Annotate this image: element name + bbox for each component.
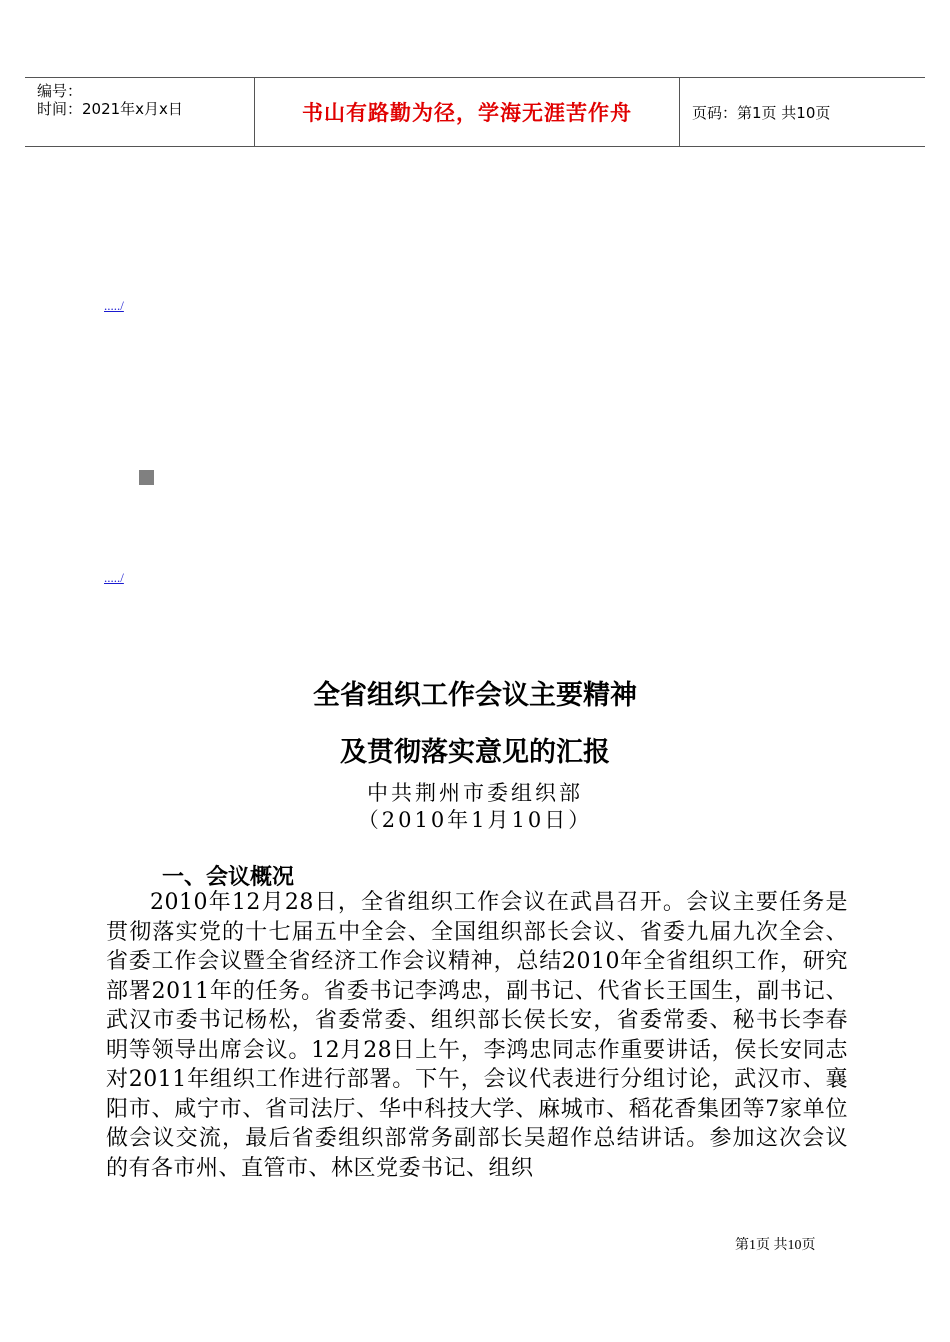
document-title-line-1: 全省组织工作会议主要精神 <box>313 680 637 711</box>
header-page-label: 页码：第1页 共10页 <box>692 103 831 122</box>
number-label: 编号： <box>37 82 83 100</box>
document-author: 中共荆州市委组织部 <box>367 781 583 805</box>
page-header <box>25 77 925 147</box>
header-meta <box>25 78 255 146</box>
time-label: 时间：2021年x月x日 <box>37 100 183 118</box>
document-date: （2010年1月10日） <box>357 808 593 832</box>
page-footer: 第1页 共10页 <box>735 1238 816 1253</box>
link-2[interactable]: ...../ <box>104 570 124 585</box>
header-motto: 书山有路勤为径，学海无涯苦作舟 <box>255 78 680 146</box>
gray-square-icon <box>139 470 154 485</box>
body-paragraph: 2010年12月28日，全省组织工作会议在武昌召开。会议主要任务是贯彻落实党的十七届五中全会、全国组织部长会议、省委九届九次全会、省委工作会议暨全省经济工作会议精神，总结2010年全省组织工作，研究部署2011年的任务。省委书记李鸿忠，副书记、代省长王国生，副书记、武汉市委书记杨松，省委常委、组织部长侯长安，省委常委、秘书长李春明等领导出席会议。12月28日上午，李鸿忠同志作重要讲话，侯长安同志对2011年组织工作进行部署。下午，会议代表进行分组讨论，武汉市、襄阳市、咸宁市、省司法厅、华中科技大学、麻城市、稻花香集团等7家单位做会议交流，最后省委组织部常务副部长吴超作总结讲话。参加这次会议的有各市州、直管市、林区党委书记、组织 <box>106 890 848 1181</box>
link-1[interactable]: ...../ <box>104 298 124 313</box>
section-heading: 一、会议概况 <box>162 865 295 890</box>
document-title-line-2: 及贯彻落实意见的汇报 <box>340 737 610 768</box>
